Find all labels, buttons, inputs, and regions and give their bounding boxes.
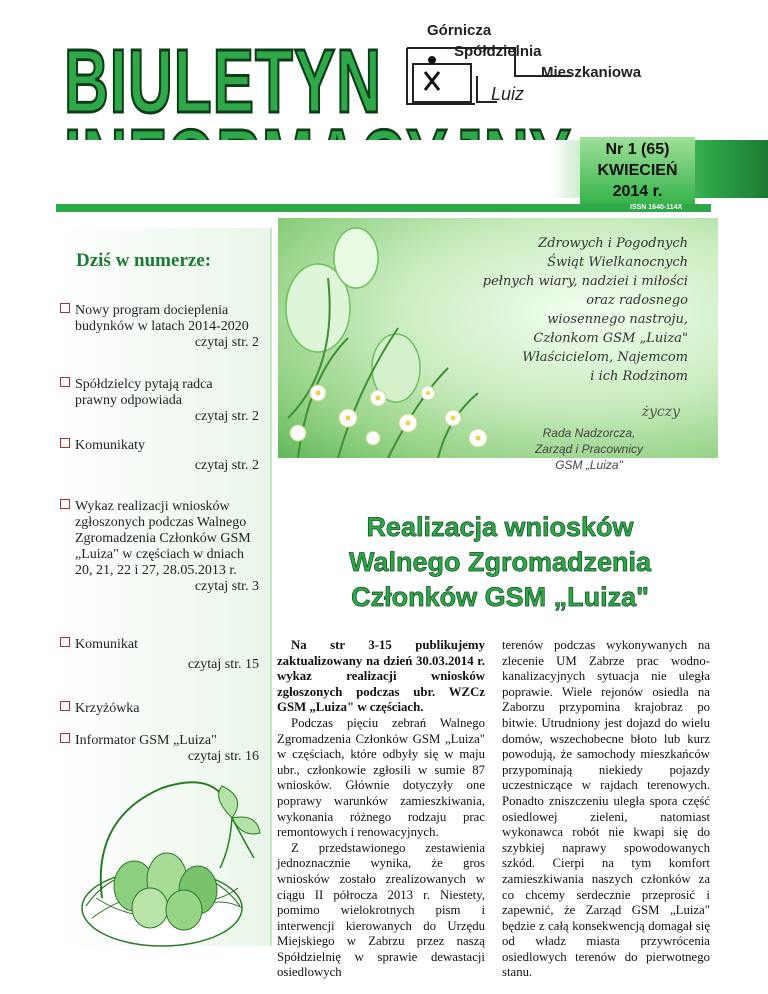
- checkbox-icon: [60, 499, 70, 509]
- logo-letters: Luiz: [491, 84, 525, 104]
- article-paragraph: terenów podczas wykonywanych na zlecenie UM Zabrze prac wodno-kanalizacyjnych sytuacja nie uległa poprawie. Wiele rejonów osiedla na Zaborzu przypomina krajobraz po bitwie. Utrudniony jest dojazd do wielu domów, wszechobecne błoto lub kurz powodują, że samochody mieszkańców przypominają niekiedy pojazdy uczestniczące w rajdach terenowych. Ponadto zniszczeniu uległa spora część osiedlowej zieleni, natomiast wykonawca robót nie kwapi się do szybkiej naprawy spowodowanych szkód. Cierpi na tym komfort zamieszkiwania naszych członków za co chcemy serdecznie przeprosić i zapewnić, że Zarząd GSM „Luiza" będzie z całą konsekwencją domagał się od władz miasta przywrócenia osiedlowych terenów do pierwotnego stanu.: [502, 638, 710, 980]
- org-name-line-3: Mieszkaniowa: [541, 64, 642, 81]
- toc-page-ref: czytaj str. 15: [187, 657, 259, 672]
- toc-heading: Dziś w numerze:: [76, 250, 212, 271]
- toc-item[interactable]: Spółdzielcy pytają radca prawny odpowiada czytaj str. 2: [60, 377, 265, 425]
- checkbox-icon: [60, 377, 70, 387]
- article-column-1: [277, 638, 485, 981]
- org-name-line-2: Spółdzielnia: [454, 43, 542, 60]
- issue-month: KWIECIEŃ: [597, 162, 678, 179]
- greeting-signature: Rada Nadzorcza, Zarząd i Pracownicy GSM „Luiza": [534, 426, 644, 472]
- article-headline: Realizacja wniosków Walnego Zgromadzenia Członków GSM „Luiza": [348, 512, 652, 612]
- easter-eggs-nest-illustration: [72, 758, 268, 958]
- article-lead: Na str 3-15 publikujemy zaktualizowany na dzień 30.03.2014 r. wykaz realizacji wniosków zgłoszonych podczas ubr. WZCz GSM „Luiza" w częściach.: [277, 638, 485, 715]
- title-line-1: BIULETYN: [64, 32, 382, 133]
- greeting-wishes: życzy: [641, 404, 680, 420]
- masthead: [0, 0, 768, 215]
- checkbox-icon: [60, 438, 70, 448]
- easter-greeting-image: [278, 218, 718, 472]
- toc-item[interactable]: Nowy program docieplenia budynków w latach 2014-2020 czytaj str. 2: [60, 303, 265, 351]
- issue-info: [580, 137, 695, 204]
- article-column-2: [502, 638, 710, 981]
- toc-item[interactable]: Komunikat czytaj str. 15: [60, 637, 265, 673]
- divider-bar: [56, 204, 711, 212]
- article-paragraph: Podczas pięciu zebrań Walnego Zgromadzenia Członków GSM „Luiza" w częściach, które odbyły się w maju ubr., członkowie zgłosili w sumie 87 wniosków. Głównie dotyczyły one poprawy warunków zamieszkiwania, wykonania różnego rodzaju prac remontowych i renowacyjnych.: [277, 715, 485, 840]
- toc-item[interactable]: Krzyżówka: [60, 701, 265, 717]
- issue-number: Nr 1 (65): [605, 141, 670, 158]
- checkbox-icon: [60, 701, 70, 711]
- issue-year: 2014 r.: [612, 183, 663, 200]
- toc-page-ref: czytaj str. 3: [194, 579, 259, 594]
- issn: ISSN 1640-114X: [630, 204, 683, 211]
- cooperative-logo-icon: [405, 46, 573, 108]
- toc-item[interactable]: Wykaz realizacji wniosków zgłoszonych podczas Walnego Zgromadzenia Członków GSM „Luiza" w częściach w dniach 20, 21, 22 i 27, 28.05.2013 r. czytaj str. 3: [60, 499, 265, 595]
- toc-page-ref: czytaj str. 2: [194, 458, 259, 473]
- checkbox-icon: [60, 637, 70, 647]
- greeting-text: Zdrowych i Pogodnych Świąt Wielkanocnych pełnych wiary, nadziei i miłości oraz radosnego wiosennego nastroju, Członkom GSM „Luiza" Właścicielom, Najemcom i ich Rodzinom: [482, 236, 688, 384]
- article-paragraph: Z przedstawionego zestawienia jednoznacznie wynika, że gros wniosków zostało zrealizowanych w ciągu II półrocza 2013 r. Niestety, pomimo wielokrotnych pism i interwencji kierowanych do Urzędu Miejskiego w Zabrzu przez naszą Spółdzielnię w sprawie dewastacji osiedlowych: [277, 840, 485, 980]
- checkbox-icon: [60, 733, 70, 743]
- toc-page-ref: czytaj str. 16: [187, 749, 259, 764]
- org-name-line-1: Górnicza: [427, 22, 492, 39]
- checkbox-icon: [60, 303, 70, 313]
- toc-item[interactable]: Informator GSM „Luiza" czytaj str. 16: [60, 733, 265, 765]
- toc-page-ref: czytaj str. 2: [194, 409, 259, 424]
- toc-page-ref: czytaj str. 2: [194, 335, 259, 350]
- toc-item[interactable]: Komunikaty czytaj str. 2: [60, 438, 265, 474]
